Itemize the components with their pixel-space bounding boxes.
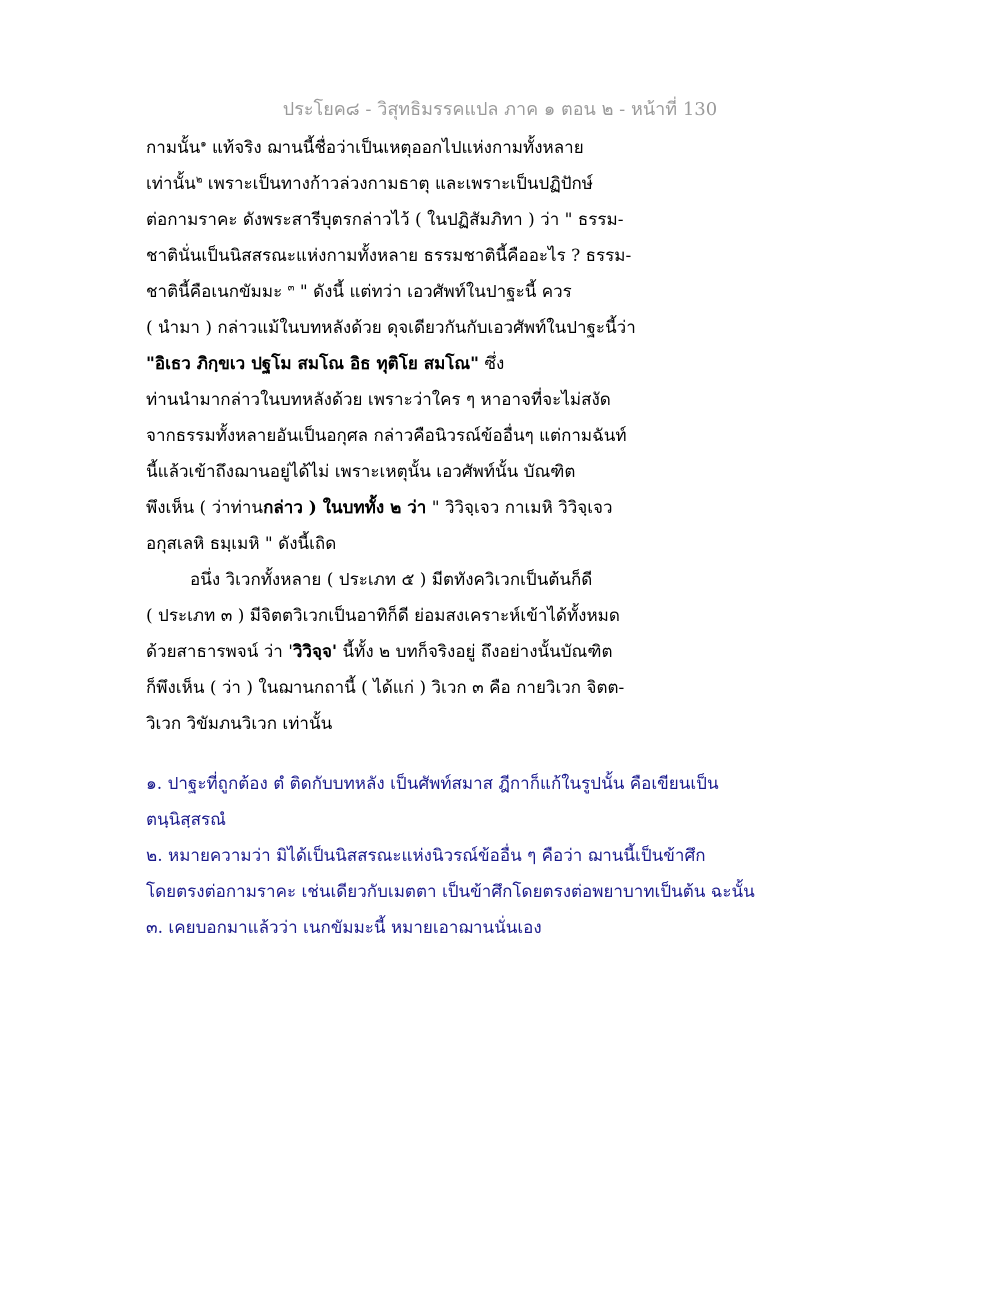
text-segment: พึงเห็น ( ว่าท่าน <box>146 498 264 518</box>
footnote-2-continuation: โดยตรงต่อกามราคะ เช่นเดียวกับเมตตา เป็นข้าศึกโดยตรงต่อพยาบาทเป็นต้น ฉะนั้น <box>146 882 755 902</box>
text-segment: แท้จริง ฌานนี้ชื่อว่าเป็นเหตุออกไปแห่งกามทั้งหลาย <box>206 138 584 158</box>
paragraph-first-line: อนึ่ง วิเวกทั้งหลาย ( ประเภท ๕ ) มีตทังควิเวกเป็นต้นก็ดี <box>190 570 593 590</box>
footnote-1-line: ๑. ปาฐะที่ถูกต้อง ตํ ติดกับบทหลัง เป็นศัพท์สมาส ฎีกาก็แก้ในรูปนั้น คือเขียนเป็น <box>146 774 719 794</box>
text-line: ก็พึงเห็น ( ว่า ) ในฌานกถานี้ ( ได้แก่ ) วิเวก ๓ คือ กายวิเวก จิตต- <box>146 678 625 698</box>
running-header: ประโยค๘ - วิสุทธิมรรคแปล ภาค ๑ ตอน ๒ - หน้าที่ 130 <box>282 99 718 120</box>
text-line <box>146 166 706 202</box>
footnote-marker: ๒ <box>195 174 203 186</box>
text-line <box>146 130 706 166</box>
text-line: ชาตินั่นเป็นนิสสรณะแห่งกามทั้งหลาย ธรรมชาตินี้คืออะไร ? ธรรม- <box>146 246 632 266</box>
text-line: ( ประเภท ๓ ) มีจิตตวิเวกเป็นอาทิก็ดี ย่อมสงเคราะห์เข้าได้ทั้งหมด <box>146 606 620 626</box>
text-line <box>146 346 706 382</box>
main-text <box>146 130 706 742</box>
bold-segment: วิวิจฺจ' <box>292 642 338 662</box>
text-line <box>146 490 706 526</box>
footnotes-section <box>146 766 766 946</box>
text-segment: เพราะเป็นทางก้าวล่วงกามธาตุ และเพราะเป็นปฏิปักษ์ <box>202 174 594 194</box>
bold-segment: กล่าว ) ในบททั้ง ๒ ว่า <box>263 498 427 518</box>
pali-quote: "อิเธว ภิกฺขเว ปฐโม สมโณ อิธ ทุติโย สมโณ" <box>146 354 480 374</box>
text-line: จากธรรมทั้งหลายอันเป็นอกุศล กล่าวคือนิวรณ์ข้ออื่นๆ แต่กามฉันท์ <box>146 426 627 446</box>
text-line: ( นำมา ) กล่าวแม้ในบทหลังด้วย ดุจเดียวกันกับเอวศัพท์ในปาฐะนี้ว่า <box>146 318 636 338</box>
footnote-2-line: ๒. หมายความว่า มิได้เป็นนิสสรณะแห่งนิวรณ์ข้ออื่น ๆ คือว่า ฌานนี้เป็นข้าศึก <box>146 846 706 866</box>
text-segment: " วิวิจฺเจว กาเมหิ วิวิจฺเจว <box>426 498 613 518</box>
text-line: นี้แล้วเข้าถึงฌานอยู่ได้ไม่ เพราะเหตุนั้น เอวศัพท์นั้น บัณฑิต <box>146 462 576 482</box>
text-segment: ด้วยสาธารพจน์ ว่า ' <box>146 642 293 662</box>
text-line <box>146 634 706 670</box>
text-segment: ชาตินี้คือเนกขัมมะ <box>146 282 288 302</box>
text-line: วิเวก วิขัมภนวิเวก เท่านั้น <box>146 714 333 734</box>
footnote-3-line: ๓. เคยบอกมาแล้วว่า เนกขัมมะนี้ หมายเอาฌานนั่นเอง <box>146 918 542 938</box>
text-segment: กามนั้น <box>146 138 201 158</box>
text-line <box>146 274 706 310</box>
text-segment: เท่านั้น <box>146 174 196 194</box>
footnote-1-continuation: ตนฺนิสฺสรณํ <box>146 810 226 830</box>
text-segment: " ดังนี้ แต่ทว่า เอวศัพท์ในปาฐะนี้ ควร <box>294 282 572 302</box>
text-segment: นี้ทั้ง ๒ บทก็จริงอยู่ ถึงอย่างนั้นบัณฑิต <box>337 642 613 662</box>
footnote-marker: ๓ <box>287 282 295 294</box>
text-segment: ซึ่ง <box>479 354 505 374</box>
footnote-marker: ๑ <box>200 138 207 150</box>
text-line: อกุสเลหิ ธมฺเมหิ " ดังนี้เถิด <box>146 534 337 554</box>
text-line: ท่านนำมากล่าวในบทหลังด้วย เพราะว่าใคร ๆ หาอาจที่จะไม่สงัด <box>146 390 611 410</box>
text-line: ต่อกามราคะ ดังพระสารีบุตรกล่าวไว้ ( ในปฏิสัมภิทา ) ว่า " ธรรม- <box>146 210 624 230</box>
